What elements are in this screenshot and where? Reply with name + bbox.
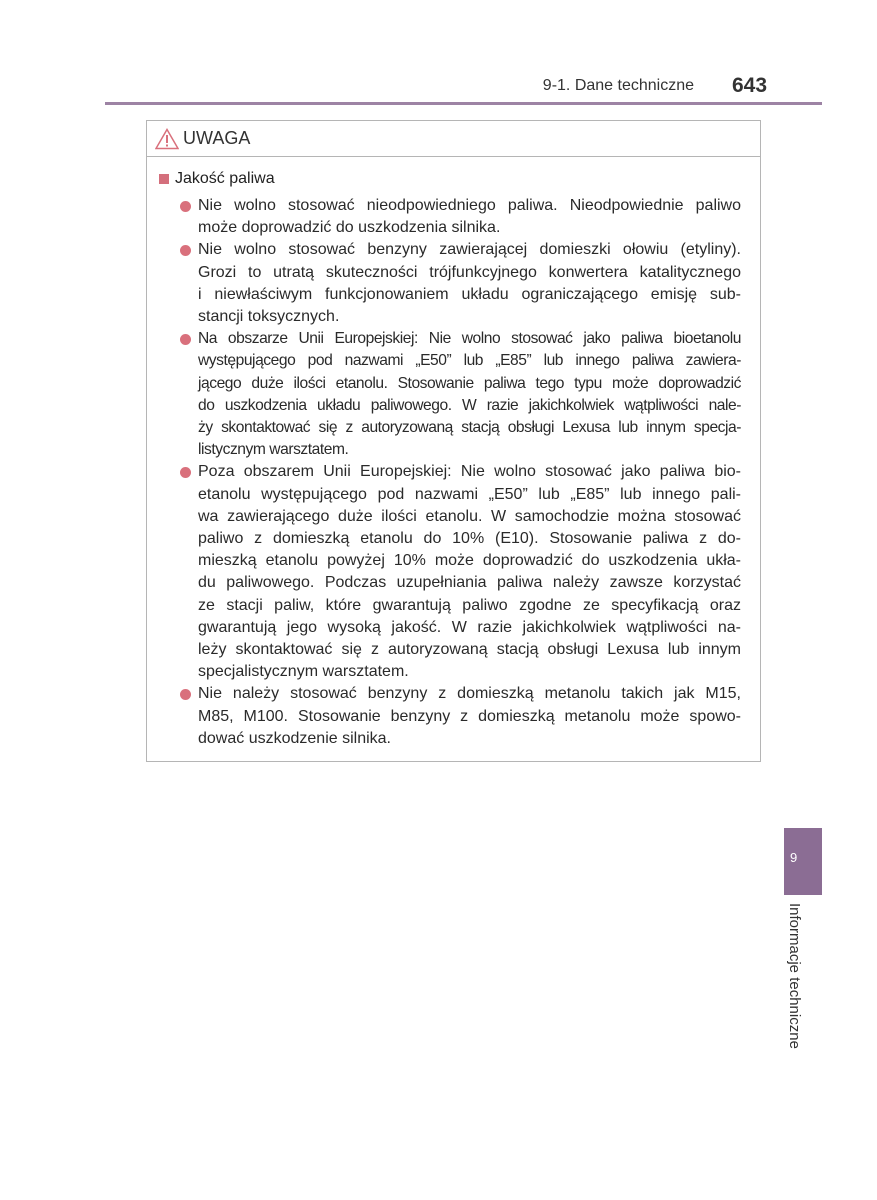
- warning-list: [178, 195, 741, 750]
- text-line: specjalistycznym warsztatem.: [198, 663, 409, 681]
- chapter-title: 9-1. Dane techniczne: [542, 77, 694, 94]
- round-bullet-icon: [180, 334, 191, 345]
- list-item: [178, 239, 741, 328]
- text-line: Na obszarze Unii Europejskiej: Nie wolno stosować jako paliwa bioetanolu: [198, 330, 741, 348]
- text-line: i niewłaściwym funkcjonowaniem układu ograniczającego emisję sub-: [198, 285, 741, 303]
- list-item: [178, 328, 741, 461]
- chapter-side-label: Informacje techniczne: [786, 903, 803, 1049]
- section-title: Jakość paliwa: [175, 170, 275, 187]
- text-line: stancji toksycznych.: [198, 308, 340, 326]
- warning-triangle-icon: [155, 128, 179, 150]
- round-bullet-icon: [180, 201, 191, 212]
- text-line: jącego duże ilości etanolu. Stosowanie paliwa tego typu może doprowadzić: [198, 374, 741, 392]
- text-line: leży skontaktować się z autoryzowaną stacją obsługi Lexusa lub innym: [198, 641, 741, 659]
- text-line: wa zawierającego duże ilości etanolu. W samochodzie można stosować: [198, 507, 741, 525]
- page-number: 643: [732, 74, 768, 97]
- section-heading: [159, 170, 275, 188]
- text-line: Nie należy stosować benzyny z domieszką metanolu takich jak M15,: [198, 685, 741, 703]
- warning-title: UWAGA: [183, 128, 251, 148]
- text-line: gwarantują jego wysoką jakość. W razie jakichkolwiek wątpliwości na-: [198, 618, 741, 636]
- text-line: mieszką etanolu powyżej 10% może doprowadzić do uszkodzenia ukła-: [198, 552, 741, 570]
- list-item: [178, 683, 741, 750]
- text-line: M85, M100. Stosowanie benzyny z domieszką metanolu może spowo-: [198, 707, 741, 725]
- list-item: [178, 461, 741, 683]
- text-line: do uszkodzenia układu paliwowego. W razie jakichkolwiek wątpliwości nale-: [198, 396, 741, 414]
- text-line: Poza obszarem Unii Europejskiej: Nie wolno stosować jako paliwa bio-: [198, 463, 741, 481]
- text-line: dować uszkodzenie silnika.: [198, 729, 391, 747]
- round-bullet-icon: [180, 689, 191, 700]
- text-line: występującego pod nazwami „E50” lub „E85” lub innego paliwa zawiera-: [198, 352, 741, 370]
- text-line: etanolu występującego pod nazwami „E50” lub „E85” lub innego pali-: [198, 485, 741, 503]
- round-bullet-icon: [180, 245, 191, 256]
- text-line: paliwo z domieszką etanolu do 10% (E10). Stosowanie paliwa z do-: [198, 530, 741, 548]
- square-bullet-icon: [159, 174, 169, 184]
- list-item: [178, 195, 741, 239]
- text-line: Grozi to utratą skuteczności trójfunkcyjnego konwertera katalitycznego: [198, 263, 741, 281]
- text-line: ze stacji paliw, które gwarantują paliwo zgodne ze specyfikacją oraz: [198, 596, 741, 614]
- round-bullet-icon: [180, 467, 191, 478]
- text-line: ży skontaktować się z autoryzowaną stacją obsługi Lexusa lub innym specja-: [198, 419, 741, 437]
- text-line: może doprowadzić do uszkodzenia silnika.: [198, 219, 501, 237]
- text-line: du paliwowego. Podczas uzupełniania paliwa należy zawsze korzystać: [198, 574, 741, 592]
- chapter-tab: [784, 828, 822, 895]
- text-line: Nie wolno stosować benzyny zawierającej domieszki ołowiu (etyliny).: [198, 241, 741, 259]
- warning-header: [147, 121, 760, 157]
- chapter-number: 9: [790, 850, 798, 865]
- warning-box: [146, 120, 761, 762]
- text-line: listycznym warsztatem.: [198, 441, 349, 459]
- text-line: Nie wolno stosować nieodpowiedniego paliwa. Nieodpowiednie paliwo: [198, 197, 741, 214]
- header-rule: [105, 102, 822, 105]
